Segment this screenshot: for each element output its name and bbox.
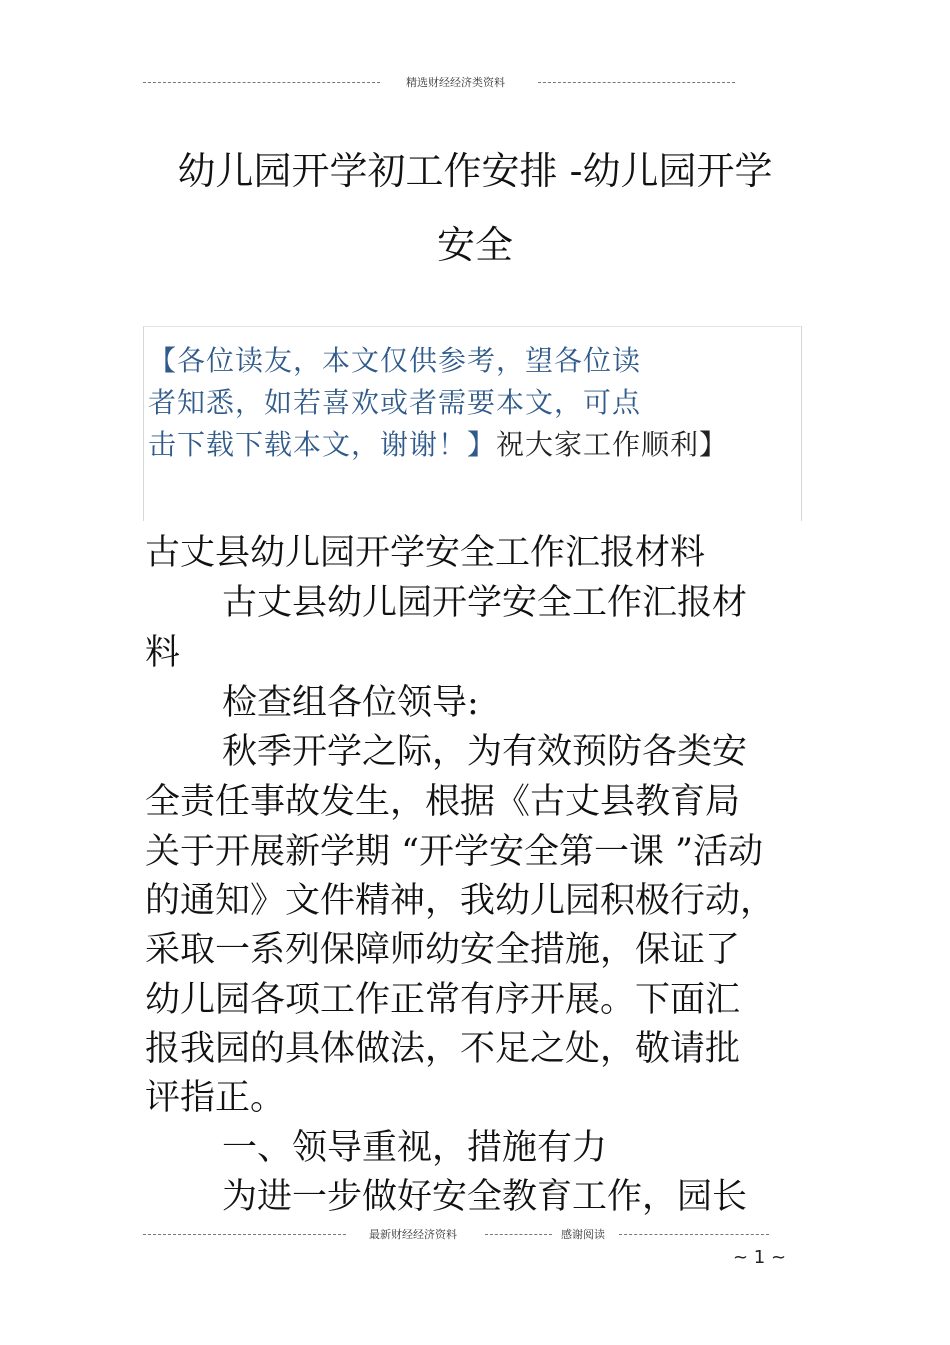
document-title-line-1: 幼儿园开学初工作安排 -幼儿园开学: [177, 149, 773, 193]
body-line-13: 一、领导重视，措施有力: [222, 1128, 608, 1168]
body-line-8: 的通知》文件精神，我幼儿园积极行动，: [145, 881, 776, 921]
document-title-line-2: 安全: [436, 223, 513, 267]
footer-rule-left: [143, 1234, 346, 1235]
body-line-12: 评指正。: [145, 1078, 286, 1118]
body-line-1: 古丈县幼儿园开学安全工作汇报材料: [145, 533, 706, 573]
notice-line-1: 【各位读友，本文仅供参考，望各位读: [148, 344, 642, 377]
body-line-7: 关于开展新学期 “开学安全第一课 ”活动: [145, 832, 764, 872]
notice-line-3-tail: 祝大家工作顺利】: [496, 428, 729, 461]
body-line-9: 采取一系列保障师幼安全措施，保证了: [145, 930, 741, 970]
body-line-4: 检查组各位领导:: [222, 683, 479, 723]
body-line-6: 全责任事故发生，根据《古丈县教育局: [145, 782, 741, 822]
notice-line-2: 者知悉，如若喜欢或者需要本文，可点: [148, 386, 642, 419]
header-rule-right: [538, 82, 735, 83]
footer-rule-right: [619, 1234, 769, 1235]
footer-left-label: 最新财经经济资料: [369, 1228, 457, 1241]
body-line-14: 为进一步做好安全教育工作，园长: [222, 1177, 748, 1217]
body-line-5: 秋季开学之际，为有效预防各类安: [222, 732, 748, 772]
header-label: 精选财经经济类资料: [406, 76, 505, 89]
body-line-2: 古丈县幼儿园开学安全工作汇报材: [222, 583, 748, 623]
body-line-10: 幼儿园各项工作正常有序开展。下面汇: [145, 980, 741, 1020]
header-rule-left: [143, 82, 380, 83]
footer-right-label: 感谢阅读: [561, 1228, 605, 1241]
notice-line-3-link-text: 击下载下载本文，谢谢！】: [148, 428, 497, 461]
notice-line-3: [148, 423, 728, 463]
body-line-11: 报我园的具体做法，不足之处，敬请批: [145, 1029, 741, 1069]
body-line-3: 料: [145, 633, 181, 673]
page-number: ~ 1 ~: [733, 1247, 787, 1268]
notice-box: [143, 326, 802, 521]
footer-rule-middle: [485, 1234, 552, 1235]
